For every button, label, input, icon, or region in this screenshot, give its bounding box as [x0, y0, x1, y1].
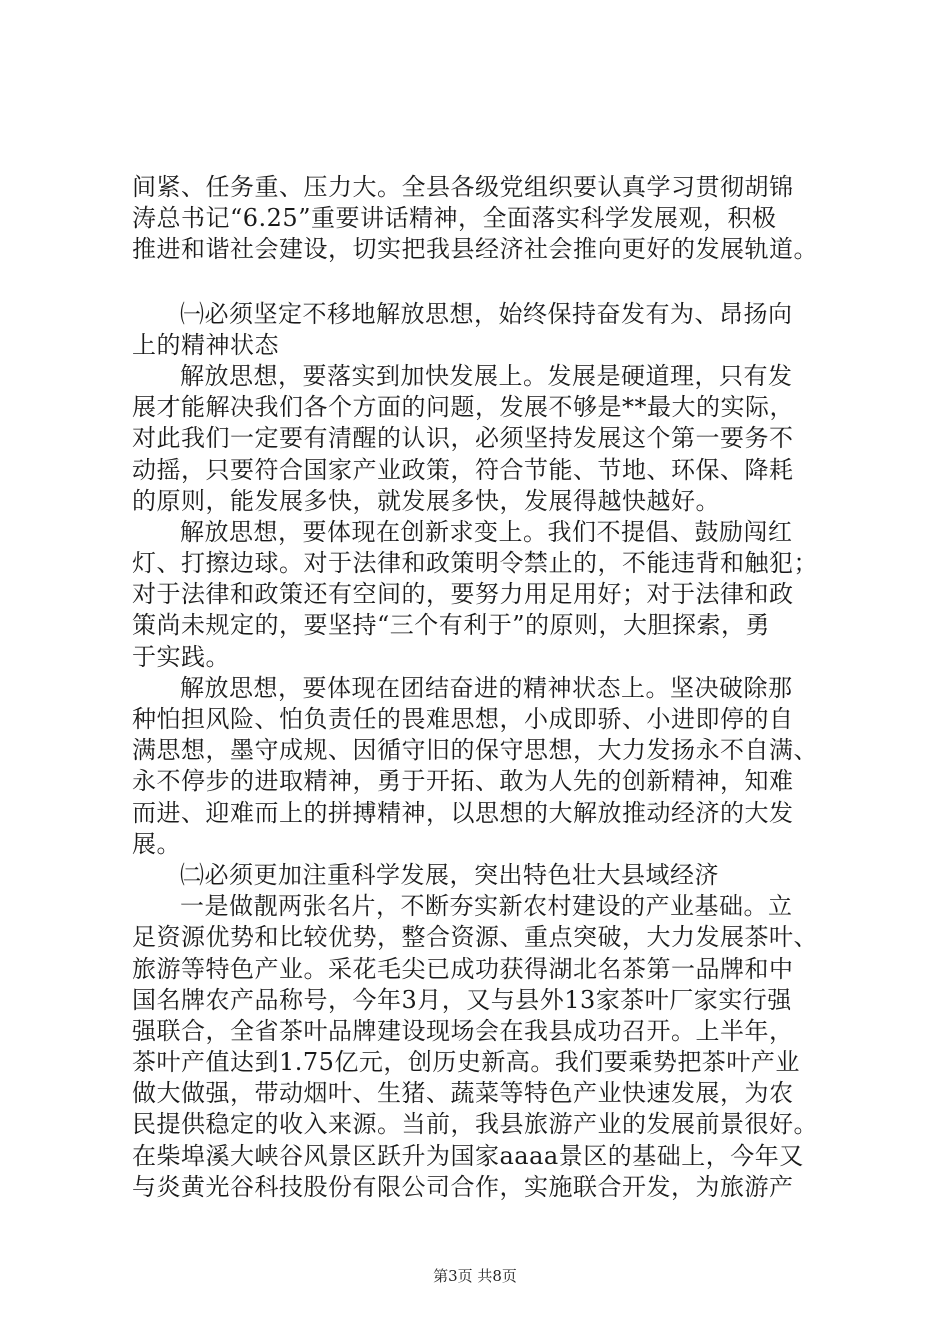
- text-line: 足资源优势和比较优势，整合资源、重点突破，大力发展茶叶、: [132, 923, 818, 952]
- text-line: 一是做靓两张名片，不断夯实新农村建设的产业基础。立: [180, 892, 793, 921]
- text-line: 满思想，墨守成规、因循守旧的保守思想，大力发扬永不自满、: [132, 736, 818, 765]
- text-line: 动摇，只要符合国家产业政策，符合节能、节地、环保、降耗: [132, 455, 794, 484]
- text-line: 解放思想，要体现在团结奋进的精神状态上。坚决破除那: [180, 673, 793, 702]
- text-line: 做大做强，带动烟叶、生猪、蔬菜等特色产业快速发展，为农: [132, 1079, 794, 1108]
- text-line: 策尚未规定的，要坚持“三个有利于”的原则，大胆探索，勇: [132, 611, 771, 640]
- text-line: 永不停步的进取精神，勇于开拓、敢为人先的创新精神，知难: [132, 767, 794, 796]
- text-line: 种怕担风险、怕负责任的畏难思想，小成即骄、小进即停的自: [132, 705, 794, 733]
- paragraph: [132, 891, 852, 1203]
- page-number: 第3页 共8页: [433, 1267, 517, 1285]
- text-line: 民提供稳定的收入来源。当前，我县旅游产业的发展前景很好。: [132, 1110, 818, 1139]
- paragraph: [132, 517, 852, 673]
- text-line: 灯、打擦边球。对于法律和政策明令禁止的，不能违背和触犯；: [132, 549, 818, 578]
- text-line: 上的精神状态: [132, 330, 279, 359]
- paragraph-gap: [132, 266, 852, 299]
- text-line: 对于法律和政策还有空间的，要努力用足用好；对于法律和政: [132, 580, 794, 609]
- section-heading: [132, 860, 852, 891]
- text-line: 强联合，全省茶叶品牌建设现场会在我县成功召开。上半年，: [132, 1016, 794, 1045]
- paragraph: [132, 172, 852, 266]
- text-line: 与炎黄光谷科技股份有限公司合作，实施联合开发，为旅游产: [132, 1172, 794, 1201]
- text-line: 推进和谐社会建设，切实把我县经济社会推向更好的发展轨道。: [132, 235, 818, 264]
- text-line: 间紧、任务重、压力大。全县各级党组织要认真学习贯彻胡锦: [132, 173, 794, 201]
- text-line: 的原则，能发展多快，就发展多快，发展得越快越好。: [132, 486, 720, 515]
- text-line: ㈡必须更加注重科学发展，突出特色壮大县域经济: [180, 860, 719, 889]
- text-line: 对此我们一定要有清醒的认识，必须坚持发展这个第一要务不: [132, 424, 794, 453]
- page-footer: [0, 1266, 950, 1286]
- text-line: 茶叶产值达到1.75亿元，创历史新高。我们要乘势把茶叶产业: [132, 1048, 800, 1077]
- paragraph: [132, 361, 852, 517]
- text-line: 国名牌农产品称号，今年3月，又与县外13家茶叶厂家实行强: [132, 985, 792, 1014]
- text-line: 解放思想，要落实到加快发展上。发展是硬道理，只有发: [180, 361, 793, 390]
- text-line: 展才能解决我们各个方面的问题，发展不够是**最大的实际，: [132, 393, 794, 422]
- text-line: ㈠必须坚定不移地解放思想，始终保持奋发有为、昂扬向: [180, 299, 793, 328]
- text-line: 解放思想，要体现在创新求变上。我们不提倡、鼓励闯红: [180, 517, 793, 546]
- text-line: 展。: [132, 829, 181, 858]
- text-line: 而进、迎难而上的拼搏精神，以思想的大解放推动经济的大发: [132, 798, 794, 827]
- section-heading: [132, 299, 852, 361]
- text-line: 旅游等特色产业。采花毛尖已成功获得湖北名茶第一品牌和中: [132, 954, 794, 983]
- paragraph: [132, 673, 852, 860]
- text-line: 于实践。: [132, 642, 230, 671]
- document-body: [132, 172, 852, 1203]
- text-line: 在柴埠溪大峡谷风景区跃升为国家aaaa景区的基础上，今年又: [132, 1141, 804, 1170]
- text-line: 涛总书记“6.25”重要讲话精神，全面落实科学发展观，积极: [132, 204, 777, 233]
